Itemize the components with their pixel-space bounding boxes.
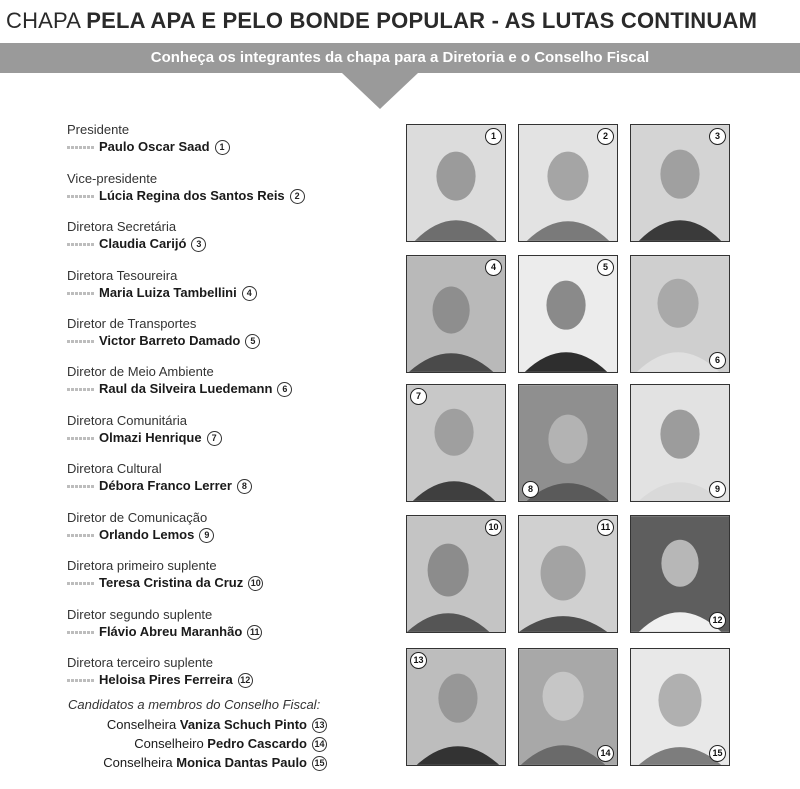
- number-badge: 7: [207, 431, 222, 446]
- photo-number: 5: [597, 259, 614, 276]
- photo-number: 13: [410, 652, 427, 669]
- member-name-text: Victor Barreto Damado: [99, 333, 241, 348]
- member-name-text: Heloisa Pires Ferreira: [99, 672, 233, 687]
- role-title: Diretora Secretária: [67, 219, 177, 234]
- member-photo: [406, 255, 506, 373]
- member-photo: [406, 648, 506, 766]
- member-name-text: Olmazi Henrique: [99, 430, 202, 445]
- fiscal-name: Monica Dantas Paulo: [176, 755, 307, 770]
- member-photo: [630, 384, 730, 502]
- role-title: Presidente: [67, 122, 130, 137]
- member-photo: [518, 384, 618, 502]
- number-badge: 8: [237, 479, 252, 494]
- member-photo: [406, 515, 506, 633]
- role-title: Diretora Cultural: [67, 461, 162, 476]
- role-title: Diretor segundo suplente: [67, 607, 213, 622]
- member-name-text: Flávio Abreu Maranhão: [99, 624, 243, 639]
- member-name-text: Paulo Oscar Saad: [99, 139, 210, 154]
- number-badge: 6: [277, 382, 292, 397]
- number-badge: 14: [312, 737, 327, 752]
- role-title: Vice-presidente: [67, 171, 158, 186]
- number-badge: 5: [245, 334, 260, 349]
- number-badge: 2: [290, 189, 305, 204]
- number-badge: 13: [312, 718, 327, 733]
- member-photo: [518, 124, 618, 242]
- role-title: Diretora Comunitária: [67, 413, 187, 428]
- number-badge: 1: [215, 140, 230, 155]
- member-photo: [406, 124, 506, 242]
- photo-number: 4: [485, 259, 502, 276]
- fiscal-role: Conselheira: [103, 755, 173, 770]
- photo-number: 11: [597, 519, 614, 536]
- photo-number: 15: [709, 745, 726, 762]
- fiscal-council-title: Candidatos a membros do Conselho Fiscal:: [68, 697, 321, 712]
- member-name-text: Orlando Lemos: [99, 527, 195, 542]
- photo-number: 7: [410, 388, 427, 405]
- photo-number: 9: [709, 481, 726, 498]
- number-badge: 10: [248, 576, 263, 591]
- member-photo: [630, 515, 730, 633]
- role-title: Diretor de Meio Ambiente: [67, 364, 214, 379]
- role-title: Diretora terceiro suplente: [67, 655, 213, 670]
- photo-number: 12: [709, 612, 726, 629]
- photo-number: 6: [709, 352, 726, 369]
- number-badge: 4: [242, 286, 257, 301]
- member-photo: [630, 255, 730, 373]
- member-name-text: Raul da Silveira Luedemann: [99, 381, 273, 396]
- subtitle-text: Conheça os integrantes da chapa para a Diretoria e o Conselho Fiscal: [150, 49, 650, 66]
- number-badge: 12: [238, 673, 253, 688]
- member-photo: [630, 648, 730, 766]
- member-name-text: Teresa Cristina da Cruz: [99, 575, 244, 590]
- fiscal-role: Conselheira: [106, 717, 177, 732]
- member-photo: [518, 515, 618, 633]
- member-name-text: Débora Franco Lerrer: [99, 478, 232, 493]
- number-badge: 15: [312, 756, 327, 771]
- member-photo: [518, 648, 618, 766]
- photo-number: 1: [485, 128, 502, 145]
- fiscal-role: Conselheiro: [134, 736, 204, 751]
- photo-number: 8: [522, 481, 539, 498]
- member-name-text: Claudia Carijó: [99, 236, 187, 251]
- title-light: CHAPA: [6, 8, 87, 33]
- photo-number: 14: [597, 745, 614, 762]
- photo-number: 3: [709, 128, 726, 145]
- photo-number: 2: [597, 128, 614, 145]
- member-photo: [406, 384, 506, 502]
- number-badge: 11: [247, 625, 262, 640]
- number-badge: 9: [199, 528, 214, 543]
- member-name-text: Lúcia Regina dos Santos Reis: [99, 188, 285, 203]
- member-photo: [630, 124, 730, 242]
- photo-number: 10: [485, 519, 502, 536]
- member-photo: [518, 255, 618, 373]
- fiscal-name: Pedro Cascardo: [207, 736, 307, 751]
- role-title: Diretor de Transportes: [67, 316, 197, 331]
- member-name-text: Maria Luiza Tambellini: [99, 285, 237, 300]
- number-badge: 3: [191, 237, 206, 252]
- fiscal-name: Vaniza Schuch Pinto: [179, 717, 307, 732]
- role-title: Diretor de Comunicação: [67, 510, 208, 525]
- role-title: Diretora primeiro suplente: [67, 558, 217, 573]
- role-title: Diretora Tesoureira: [67, 268, 178, 283]
- title-bold: PELA APA E PELO BONDE POPULAR - AS LUTAS CONTINUAM: [86, 8, 758, 33]
